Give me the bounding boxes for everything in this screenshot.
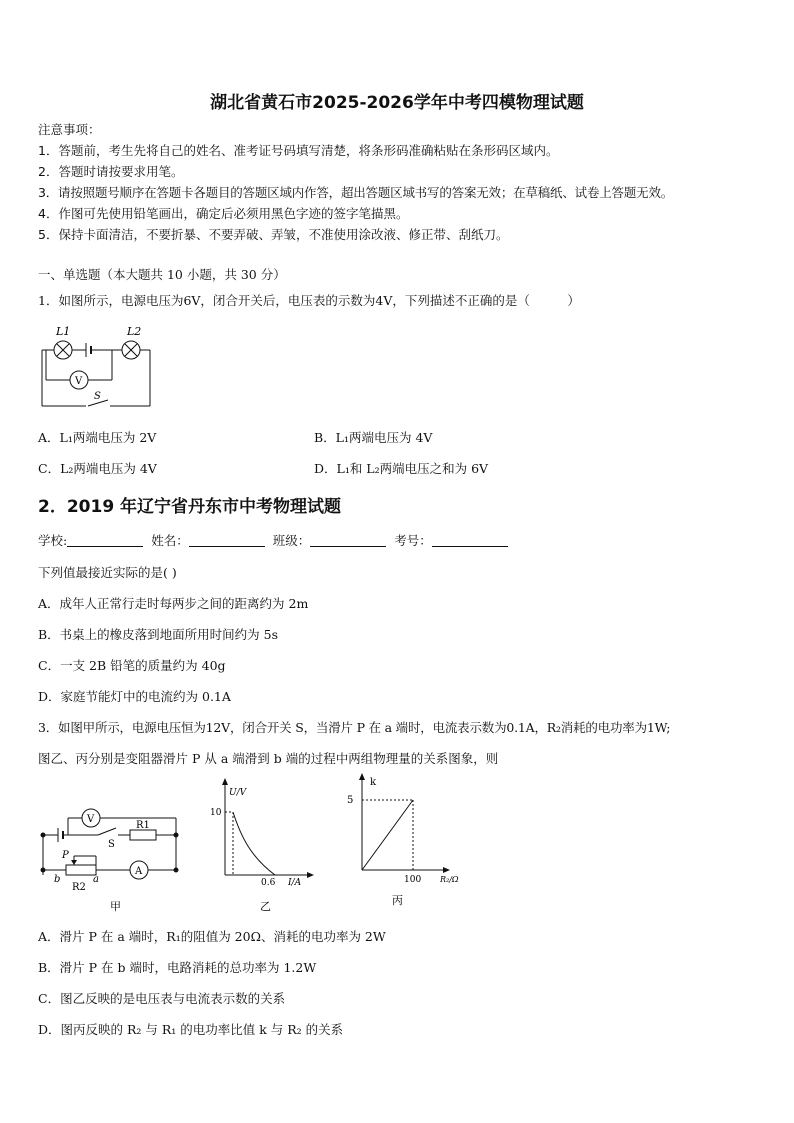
label-l1: L1 xyxy=(56,325,71,338)
notice-item: 5．保持卡面清洁，不要折暴、不要弄破、弄皱，不准使用涂改液、修正带、刮纸刀。 xyxy=(38,227,509,242)
q3-option-a: A．滑片 P 在 a 端时，R₁的阻值为 20Ω、消耗的电功率为 2W xyxy=(38,929,386,944)
notice-item: 2．答题时请按要求用笔。 xyxy=(38,164,184,179)
q1-option-c: C．L₂两端电压为 4V xyxy=(38,461,157,476)
y-axis-label: U/V xyxy=(229,788,247,798)
label-s: S xyxy=(94,391,101,402)
section-heading: 一、单选题（本大题共 10 小题，共 30 分） xyxy=(38,267,286,282)
q3-option-d: D．图丙反映的 R₂ 与 R₁ 的电功率比值 k 与 R₂ 的关系 xyxy=(38,1022,344,1037)
caption-bing: 丙 xyxy=(392,894,403,907)
q2-info-line xyxy=(38,531,512,549)
exam-no-blank xyxy=(432,534,508,547)
q1-option-d: D．L₁和 L₂两端电压之和为 6V xyxy=(314,461,489,476)
label-r1: R1 xyxy=(136,820,150,831)
school-label: 学校: xyxy=(38,533,68,548)
q1-stem: 1．如图所示，电源电压为6V，闭合开关后，电压表的示数为4V，下列描述不正确的是（ ） xyxy=(38,293,580,308)
q3-fig-bing xyxy=(340,772,475,912)
q2-stem: 下列值最接近实际的是( ) xyxy=(38,565,177,580)
class-blank xyxy=(310,534,386,547)
q2-option-d: D．家庭节能灯中的电流约为 0.1A xyxy=(38,689,231,704)
q3-option-b: B．滑片 P 在 b 端时，电路消耗的总功率为 1.2W xyxy=(38,960,317,975)
label-v: V xyxy=(87,814,95,825)
name-blank xyxy=(189,534,265,547)
x-axis-label: R₂/Ω xyxy=(440,875,459,884)
page-title: 湖北省黄石市2025-2026学年中考四模物理试题 xyxy=(210,93,584,113)
q1-circuit-figure xyxy=(36,320,160,412)
school-blank xyxy=(67,534,143,547)
x-tick-100: 100 xyxy=(404,875,422,885)
class-label: 班级： xyxy=(272,533,311,548)
q1-option-a: A．L₁两端电压为 2V xyxy=(38,430,157,445)
x-tick-06: 0.6 xyxy=(261,878,276,888)
caption-yi: 乙 xyxy=(260,900,271,913)
y-tick-10: 10 xyxy=(210,808,222,818)
notice-item: 4．作图可先使用铅笔画出，确定后必须用黑色字迹的签字笔描黑。 xyxy=(38,206,409,221)
exam-no-label: 考号： xyxy=(394,533,432,548)
q2-option-b: B．书桌上的橡皮落到地面所用时间约为 5s xyxy=(38,627,279,642)
q2-option-c: C．一支 2B 铅笔的质量约为 40g xyxy=(38,658,226,673)
y-axis-label: k xyxy=(370,777,377,788)
label-r2: R2 xyxy=(72,882,86,893)
q3-stem-line2: 图乙、丙分别是变阻器滑片 P 从 a 端滑到 b 端的过程中两组物理量的关系图象，则 xyxy=(38,751,499,766)
notice-item: 3．请按照题号顺序在答题卡各题目的答题区域内作答，超出答题区域书写的答案无效；在草稿纸、试卷上答题无效。 xyxy=(38,185,674,200)
label-s: S xyxy=(108,839,115,850)
name-label: 姓名： xyxy=(151,533,189,548)
label-b: b xyxy=(54,874,61,885)
curve-u-i xyxy=(233,812,275,875)
q2-heading: 2．2019 年辽宁省丹东市中考物理试题 xyxy=(38,497,342,517)
label-ammeter: A xyxy=(135,866,143,877)
q3-fig-yi xyxy=(205,775,320,915)
line-k-r2 xyxy=(362,800,413,870)
label-p: P xyxy=(62,850,69,861)
q2-option-a: A．成年人正常行走时每两步之间的距离约为 2m xyxy=(38,596,309,611)
caption-jia: 甲 xyxy=(110,900,121,913)
q3-option-c: C．图乙反映的是电压表与电流表示数的关系 xyxy=(38,991,286,1006)
label-a: a xyxy=(93,874,99,885)
label-l2: L2 xyxy=(127,325,142,338)
q1-option-b: B．L₁两端电压为 4V xyxy=(314,430,433,445)
label-v: V xyxy=(75,376,83,387)
y-tick-5: 5 xyxy=(347,795,354,806)
notice-heading: 注意事项： xyxy=(38,122,101,137)
q3-fig-jia xyxy=(38,800,188,915)
notice-item: 1．答题前，考生先将自己的姓名、准考证号码填写清楚，将条形码准确粘贴在条形码区域内。 xyxy=(38,143,559,158)
q3-stem-line1: 3．如图甲所示，电源电压恒为12V，闭合开关 S，当滑片 P 在 a 端时，电流表示数为0.1A，R₂消耗的电功率为1W; xyxy=(38,720,671,735)
x-axis-label: I/A xyxy=(288,878,302,888)
